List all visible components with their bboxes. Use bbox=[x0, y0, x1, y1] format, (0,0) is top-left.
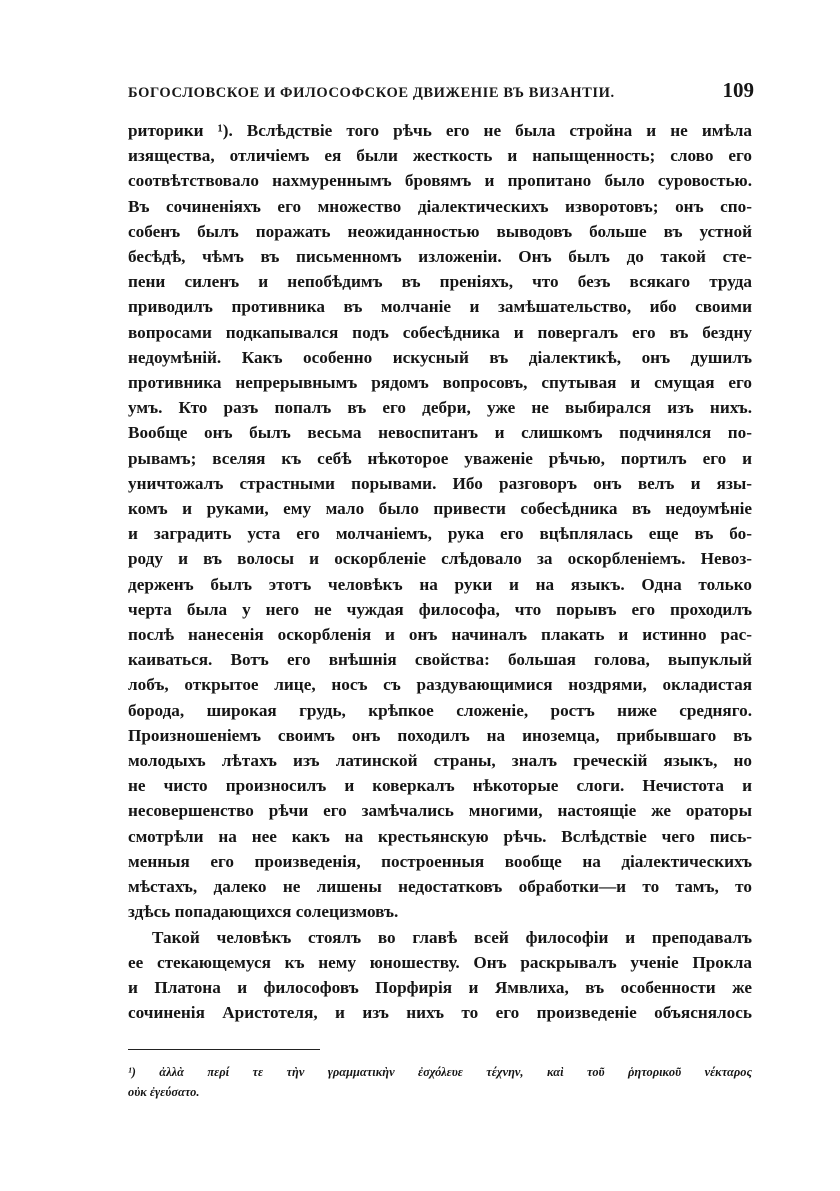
footnote bbox=[128, 1062, 752, 1102]
text-line: держенъ былъ этотъ человѣкъ на руки и на языкъ. Одна только bbox=[128, 574, 752, 594]
text-line: менныя его произведенія, построенныя вообще на діалектическихъ bbox=[128, 851, 752, 871]
text-line: борода, широкая грудь, крѣпкое сложеніе, ростъ ниже средняго. bbox=[128, 700, 752, 720]
paragraph-1 bbox=[128, 118, 752, 925]
text-line: и Платона и философовъ Порфирія и Ямвлиха, въ особенности же bbox=[128, 977, 752, 997]
text-line: приводилъ противника въ молчаніе и замѣшательство, ибо своими bbox=[128, 297, 752, 317]
text-line: сочиненія Аристотеля, и изъ нихъ то его произведеніе объяснялось bbox=[128, 1003, 752, 1023]
text-line: соотвѣтствовало нахмуреннымъ бровямъ и пропитано было суровостью. bbox=[128, 171, 752, 191]
body-text bbox=[128, 118, 752, 1025]
text-line: роду и въ волосы и оскорбленіе слѣдовало за оскорбленіемъ. Невоз- bbox=[128, 549, 752, 569]
text-line: умъ. Кто разъ попалъ въ его дебри, уже не выбирался изъ нихъ. bbox=[128, 398, 752, 418]
text-line: комъ и руками, ему мало было привести собесѣдника въ недоумѣніе bbox=[128, 499, 752, 519]
text-line: Въ сочиненіяхъ его множество діалектическихъ изворотовъ; онъ спо- bbox=[128, 196, 752, 216]
text-line: не чисто произносилъ и коверкалъ нѣкоторые слоги. Нечистота и bbox=[128, 776, 752, 796]
footnote-line: οὐκ ἐγεύσατο. bbox=[128, 1085, 200, 1099]
text-line: уничтожалъ страстными порывами. Ибо разговоръ онъ велъ и язы- bbox=[128, 473, 752, 493]
text-line: смотрѣли на нее какъ на крестьянскую рѣчь. Вслѣдствіе чего пись- bbox=[128, 826, 752, 846]
text-line: пени силенъ и непобѣдимъ въ преніяхъ, что безъ всякаго труда bbox=[128, 272, 752, 292]
text-line: Такой человѣкъ стоялъ во главѣ всей философіи и преподавалъ bbox=[152, 927, 752, 947]
text-line: вопросами подкапывался подъ собесѣдника и повергалъ его въ бездну bbox=[128, 322, 752, 342]
footnote-line: ¹) ἀλλὰ περί τε τὴν γραμματικὴν ἐσχόλευε τέχνην, καὶ τοῦ ῥητορικοῦ νέκταρος bbox=[128, 1065, 752, 1079]
paragraph-2 bbox=[128, 925, 752, 1026]
text-line: собенъ былъ поражать неожиданностью выводовъ больше въ устной bbox=[128, 221, 752, 241]
page-header bbox=[128, 78, 754, 103]
text-line: молодыхъ лѣтахъ изъ латинской страны, зналъ греческій языкъ, но bbox=[128, 751, 752, 771]
page-number: 109 bbox=[722, 78, 754, 102]
text-line: Произношеніемъ своимъ онъ походилъ на иноземца, прибывшаго въ bbox=[128, 725, 752, 745]
text-line: послѣ нанесенія оскорбленія и онъ начиналъ плакать и истинно рас- bbox=[128, 625, 752, 645]
text-line: изящества, отличіемъ ея были жесткость и напыщенность; слово его bbox=[128, 146, 752, 166]
text-line: ее стекающемуся къ нему юношеству. Онъ раскрывалъ ученіе Прокла bbox=[128, 952, 752, 972]
text-line: черта была у него не чуждая философа, что порывъ его проходилъ bbox=[128, 599, 752, 619]
footnote-divider bbox=[128, 1049, 320, 1050]
text-line: Вообще онъ былъ весьма невоспитанъ и слишкомъ подчинялся по- bbox=[128, 423, 752, 443]
text-line: каиваться. Вотъ его внѣшнія свойства: большая голова, выпуклый bbox=[128, 650, 752, 670]
text-line: риторики ¹). Вслѣдствіе того рѣчь его не была стройна и не имѣла bbox=[128, 121, 752, 140]
text-line: и заградить уста его молчаніемъ, рука его вцѣплялась еще въ бо- bbox=[128, 524, 752, 544]
text-line: здѣсь попадающихся солецизмовъ. bbox=[128, 902, 399, 922]
text-line: лобъ, открытое лице, носъ съ раздувающимися ноздрями, окладистая bbox=[128, 675, 752, 695]
text-line: мѣстахъ, далеко не лишены недостатковъ обработки—и то тамъ, то bbox=[128, 877, 752, 897]
text-line: недоумѣній. Какъ особенно искусный въ діалектикѣ, онъ душилъ bbox=[128, 347, 752, 367]
text-line: противника непрерывнымъ рядомъ вопросовъ, спутывая и смущая его bbox=[128, 373, 752, 393]
text-line: бесѣдѣ, чѣмъ въ письменномъ изложеніи. Онъ былъ до такой сте- bbox=[128, 247, 752, 267]
text-line: несовершенство рѣчи его замѣчались многими, настоящіе же ораторы bbox=[128, 801, 752, 821]
text-line: рывамъ; вселяя къ себѣ нѣкоторое уваженіе рѣчью, портилъ его и bbox=[128, 448, 752, 468]
running-title: БОГОСЛОВСКОЕ И ФИЛОСОФСКОЕ ДВИЖЕНІЕ ВЪ ВИЗАНТІИ. bbox=[128, 85, 615, 101]
